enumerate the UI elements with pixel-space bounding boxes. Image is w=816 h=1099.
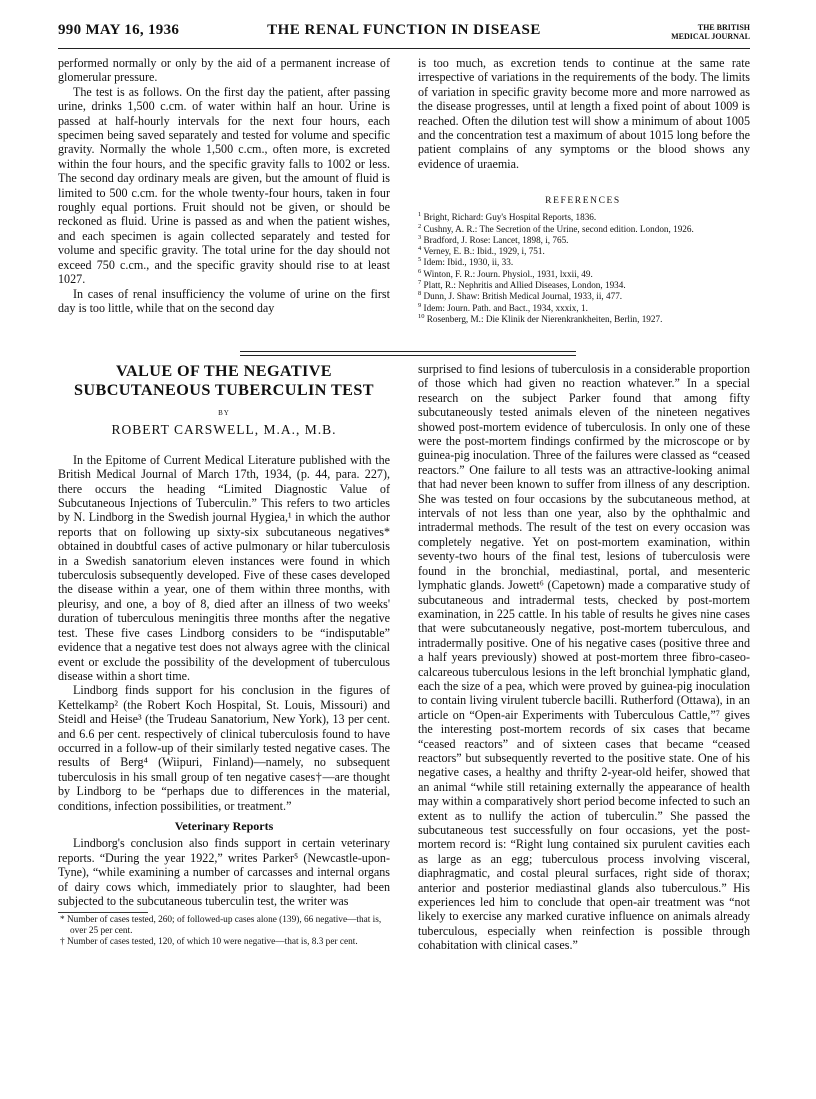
byline-by: BY: [218, 409, 230, 417]
reference-text: Dunn, J. Shaw: British Medical Journal, 1933, ii, 477.: [423, 291, 623, 302]
reference-item: [418, 257, 748, 268]
reference-item: [418, 314, 748, 325]
footnote: * Number of cases tested, 260; of followed-up cases alone (139), 66 negative—that is, over 25 per cent.: [60, 915, 382, 937]
paragraph: surprised to find lesions of tuberculosis in a considerable proportion of those which had given no reaction whatever.” In a special research on the subject Parker found that among fifty subcutaneously tested animals eleven of the nineteen negatives showed post-mortem evidence of tuberculosis. In only one of these were the post-mortem findings confirmed by the microscope or by guinea-pig inoculation. Three of the failures were classed as “ceased reactors.” One failure to all tests was an attractive-looking animal that had never been known to suffer from illness of any description. She was tested on four occasions by the subcutaneous method, at intervals of not less than one year, also by the ophthalmic and intradermal methods. The result of the test on every occasion was completely negative. Yet on post-mortem examination, within seventy-two hours of the final test, lesions of tuberculosis were found in the bronchial, mediastinal, portal, and mesenteric lymphatic glands. Jowett⁶ (Capetown) made a comparative study of subcutaneous and intradermal tests, checked by post-mortem examination, in 225 cattle. In his table of results he gives nine cases that were subcutaneously negative, post-mortem tuberculous, and intradermally positive. One of his negative cases (positive three and a half years previously) showed at post-mortem three fibro-caseo-calcareous tuberculous lesions in the left bronchial lymphatic gland, each the size of a pea, which were proved by guinea-pig inoculation to contain living virulent tubercle bacilli. Rutherford (Ottawa), in an article on “Open-air Experiments with Tuberculous Cattle,”⁷ gives the interesting post-mortem records of six cases that became “ceased reactors” and of sixteen cases that became “ceased reactors” but subsequently reverted to the positive state. One of his negative cases, a healthy and thrifty 2-year-old heifer, showed that an animal “while still retaining externally the appearance of health may within a comparatively short period become infected to such an extent as to nullify the action of tuberculin.” She passed the subcutaneous test successfully on four occasions, yet the post-mortem record is: “Right lung contained six purulent cavities each as large as an egg; tuberculous process involving visceral, diaphragmatic, and costal pleural surfaces, right side of thorax; anterior and posterior mediastinal glands also tuberculous.” His experiences led him to conclude that open-air treatment was “not likely to exercise any marked curative influence on animals already tuberculous, especially when reinfection is possible through cohabitation with clinical cases.”: [418, 362, 750, 953]
reference-number: 5: [418, 256, 422, 264]
reference-item: [418, 235, 748, 246]
reference-number: 3: [418, 233, 422, 241]
page-number-date: 990 MAY 16, 1936: [58, 22, 180, 38]
reference-text: Cushny, A. R.: The Secretion of the Urine, second edition. London, 1926.: [423, 223, 694, 234]
footnote: † Number of cases tested, 120, of which 10 were negative—that is, 8.3 per cent.: [60, 937, 358, 947]
article-author: ROBERT CARSWELL, M.A., M.B.: [111, 422, 337, 438]
section-divider: [240, 351, 576, 356]
footnote-divider: [58, 912, 148, 913]
reference-item: [418, 246, 748, 257]
reference-number: 1: [418, 211, 422, 219]
reference-text: Idem: Ibid., 1930, ii, 33.: [423, 257, 514, 268]
reference-text: Bradford, J. Rose: Lancet, 1898, i, 765.: [423, 234, 569, 245]
article-right-column: [418, 362, 750, 953]
reference-item: [418, 224, 748, 235]
reference-item: [418, 303, 748, 314]
references-list: [418, 212, 748, 325]
paragraph: The test is as follows. On the first day the patient, after passing urine, drinks 1,500 c.cm. of water within half an hour. Urine is passed at half-hourly intervals for the next four hours, each specimen being saved separately and tested for volume and specific gravity. Normally the whole 1,500 c.cm., often more, is excreted within the four hours, and the specific gravity falls to 1002 or less. The second day ordinary meals are given, but the amount of fluid is limited to 500 c.cm. for the whole twenty-four hours, taken in four roughly equal portions. Fruit should not be given, or should be reckoned as fluid. Urine is passed as and when the patient wishes, and each specimen is again collected separately and tested for volume and specific gravity. The total urine for the day should not exceed 750 c.cm., and the specific gravity should rise to at least 1027.: [58, 84, 390, 287]
reference-item: [418, 291, 748, 302]
reference-text: Bright, Richard: Guy's Hospital Reports, 1836.: [423, 212, 597, 223]
right-column-top: [418, 56, 750, 171]
article-left-column: [58, 362, 390, 948]
reference-number: 2: [418, 222, 422, 230]
paragraph: Lindborg's conclusion also finds support in certain veterinary reports. “During the year 1922,” writes Parker⁵ (Newcastle-upon-Tyne), “while examining a number of carcasses and internal organs of dairy cows which, immediately prior to slaughter, had been subjected to the subcutaneous tuberculin test, the writer was: [58, 836, 390, 908]
left-column-top: [58, 56, 390, 315]
journal-name-line1: THE BRITISH: [697, 23, 750, 32]
journal-name: [671, 23, 750, 41]
reference-number: 7: [418, 279, 422, 287]
section-subheading: Veterinary Reports: [174, 818, 274, 833]
reference-text: Idem: Journ. Path. and Bact., 1934, xxxix, 1.: [423, 302, 588, 313]
article-title: VALUE OF THE NEGATIVE SUBCUTANEOUS TUBERCULIN TEST: [74, 362, 374, 399]
paragraph: Lindborg finds support for his conclusion in the figures of Kettelkamp² (the Robert Koch Hospital, St. Louis, Missouri) and Steidl and Heise³ (the Trudeau Sanatorium, New York), 13 per cent. and 6.6 per cent. respectively of clinical tuberculosis found to have occurred in a follow-up of their similarly tested negative cases. The results of Berg⁴ (Wiipuri, Finland)—namely, no subsequent tuberculosis in his small group of ten negative cases†—are thought by Lindborg to be “perhaps due to differences in the material, conditions, infection possibilities, or treatment.”: [58, 683, 390, 813]
paragraph: In the Epitome of Current Medical Literature published with the British Medical Journal of March 17th, 1934, (p. 44, para. 227), there occurs the heading “Limited Diagnostic Value of Subcutaneous Injections of Tuberculin.” This refers to two articles by N. Lindborg in the Swedish journal Hygiea,¹ in which the author reports that on following up sixty-six subcutaneous negatives* obtained in doubtful cases of active pulmonary or hilar tuberculosis in a Swedish sanatorium eleven instances were found in which tuberculosis subsequently developed. Five of these cases developed the disease within a year, one of them within three months, with pleurisy, and one, a boy of 8, died after an illness of two weeks' duration of tuberculous meningitis three months after the negative test. These five cases Lindborg considers to be “indisputable” evidence that a negative test does not always agree with the clinical event or exclude the possibility of the development of tuberculous disease within a short time.: [58, 452, 390, 683]
paragraph: In cases of renal insufficiency the volume of urine on the first day is too little, while that on the second day: [58, 286, 390, 315]
reference-number: 10: [418, 312, 425, 320]
running-header: [58, 20, 750, 49]
reference-number: 9: [418, 301, 422, 309]
reference-item: [418, 269, 748, 280]
reference-item: [418, 212, 748, 223]
paragraph: performed normally or only by the aid of a permanent increase of glomerular pressure.: [58, 56, 390, 85]
references-heading: REFERENCES: [545, 196, 621, 206]
paragraph: is too much, as excretion tends to continue at the same rate irrespective of variations in the requirements of the body. The limits of variation in specific gravity become more and more narrowed as the disease progresses, until at length a fixed point of about 1009 is reached. Often the dilution test will show a minimum of about 1005 and the concentration test a maximum of about 1015 long before the patient complains of any symptoms or the blood shows any evidence of uraemia.: [418, 56, 750, 171]
references-section: [418, 196, 748, 325]
journal-name-line2: MEDICAL JOURNAL: [671, 32, 750, 41]
reference-text: Verney, E. B.: Ibid., 1929, i, 751.: [423, 246, 545, 257]
reference-number: 4: [418, 245, 422, 253]
reference-item: [418, 280, 748, 291]
running-title: THE RENAL FUNCTION IN DISEASE: [267, 22, 541, 38]
reference-text: Rosenberg, M.: Die Klinik der Nierenkrankheiten, Berlin, 1927.: [426, 313, 663, 324]
reference-text: Winton, F. R.: Journ. Physiol., 1931, lxxii, 49.: [423, 268, 593, 279]
reference-number: 8: [418, 290, 422, 298]
reference-number: 6: [418, 267, 422, 275]
reference-text: Platt, R.: Nephritis and Allied Diseases, London, 1934.: [423, 280, 626, 291]
